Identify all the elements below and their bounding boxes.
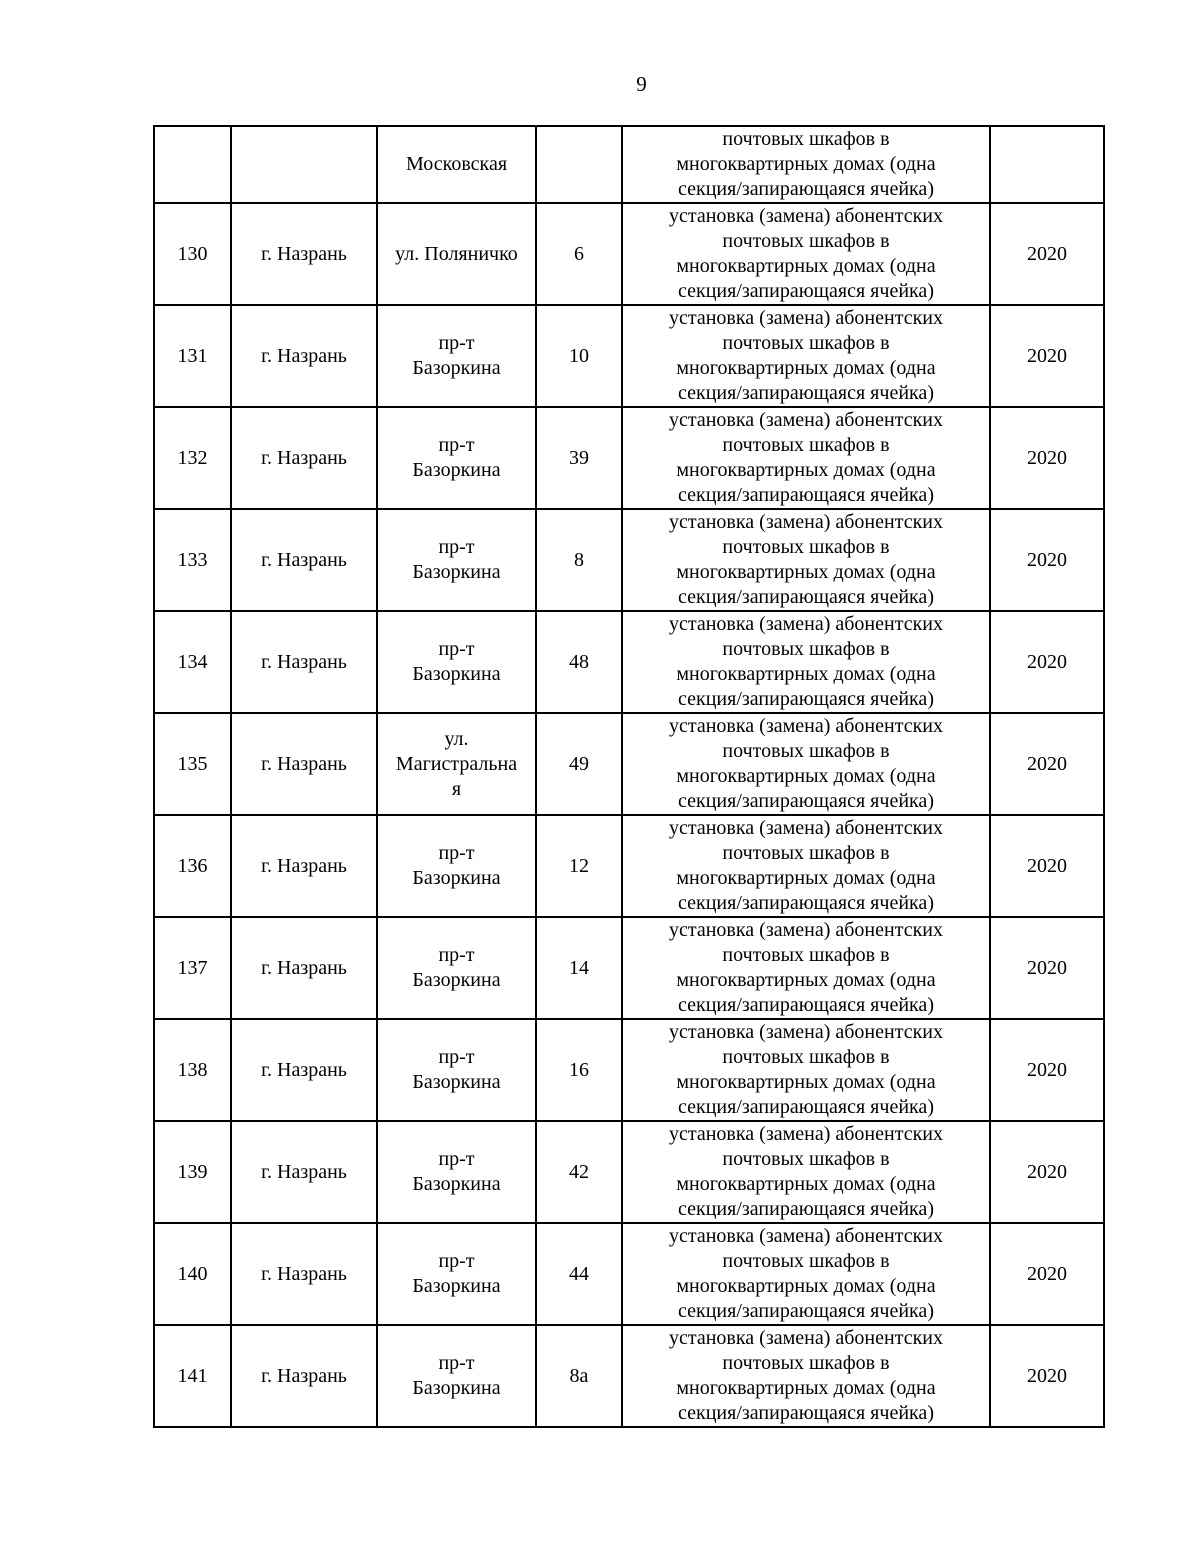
cell-num: 140 bbox=[154, 1223, 231, 1325]
cell-house: 14 bbox=[536, 917, 622, 1019]
table-row bbox=[154, 815, 1104, 917]
cell-street: ул. Поляничко bbox=[377, 203, 536, 305]
cell-work: установка (замена) абонентских почтовых шкафов в многоквартирных домах (одна секция/запирающаяся ячейка) bbox=[622, 203, 990, 305]
cell-street: пр-т Базоркина bbox=[377, 1019, 536, 1121]
cell-city: г. Назрань bbox=[231, 1019, 377, 1121]
cell-house: 6 bbox=[536, 203, 622, 305]
cell-house bbox=[536, 126, 622, 203]
cell-work: установка (замена) абонентских почтовых шкафов в многоквартирных домах (одна секция/запирающаяся ячейка) bbox=[622, 1019, 990, 1121]
cell-street: пр-т Базоркина bbox=[377, 1325, 536, 1427]
table-row bbox=[154, 917, 1104, 1019]
cell-work: установка (замена) абонентских почтовых шкафов в многоквартирных домах (одна секция/запирающаяся ячейка) bbox=[622, 1223, 990, 1325]
cell-house: 8 bbox=[536, 509, 622, 611]
cell-num: 133 bbox=[154, 509, 231, 611]
cell-num: 130 bbox=[154, 203, 231, 305]
cell-city: г. Назрань bbox=[231, 917, 377, 1019]
table-row bbox=[154, 305, 1104, 407]
cell-house: 44 bbox=[536, 1223, 622, 1325]
cell-street: пр-т Базоркина bbox=[377, 509, 536, 611]
cell-num: 137 bbox=[154, 917, 231, 1019]
cell-work: установка (замена) абонентских почтовых шкафов в многоквартирных домах (одна секция/запирающаяся ячейка) bbox=[622, 305, 990, 407]
cell-year: 2020 bbox=[990, 305, 1104, 407]
cell-city: г. Назрань bbox=[231, 203, 377, 305]
cell-num bbox=[154, 126, 231, 203]
cell-year: 2020 bbox=[990, 917, 1104, 1019]
cell-year: 2020 bbox=[990, 1121, 1104, 1223]
table-row bbox=[154, 1325, 1104, 1427]
cell-year: 2020 bbox=[990, 713, 1104, 815]
cell-num: 131 bbox=[154, 305, 231, 407]
cell-city bbox=[231, 126, 377, 203]
cell-house: 42 bbox=[536, 1121, 622, 1223]
cell-work: установка (замена) абонентских почтовых шкафов в многоквартирных домах (одна секция/запирающаяся ячейка) bbox=[622, 815, 990, 917]
cell-year: 2020 bbox=[990, 407, 1104, 509]
cell-house: 12 bbox=[536, 815, 622, 917]
cell-work: установка (замена) абонентских почтовых шкафов в многоквартирных домах (одна секция/запирающаяся ячейка) bbox=[622, 713, 990, 815]
cell-street: ул. Магистральна я bbox=[377, 713, 536, 815]
cell-city: г. Назрань bbox=[231, 1121, 377, 1223]
table-row bbox=[154, 611, 1104, 713]
cell-year bbox=[990, 126, 1104, 203]
cell-num: 141 bbox=[154, 1325, 231, 1427]
cell-house: 49 bbox=[536, 713, 622, 815]
cell-city: г. Назрань bbox=[231, 305, 377, 407]
cell-year: 2020 bbox=[990, 1325, 1104, 1427]
cell-num: 135 bbox=[154, 713, 231, 815]
cell-street: пр-т Базоркина bbox=[377, 917, 536, 1019]
cell-city: г. Назрань bbox=[231, 611, 377, 713]
cell-house: 8а bbox=[536, 1325, 622, 1427]
cell-work: установка (замена) абонентских почтовых шкафов в многоквартирных домах (одна секция/запирающаяся ячейка) bbox=[622, 509, 990, 611]
cell-house: 48 bbox=[536, 611, 622, 713]
cell-city: г. Назрань bbox=[231, 815, 377, 917]
cell-num: 139 bbox=[154, 1121, 231, 1223]
cell-city: г. Назрань bbox=[231, 509, 377, 611]
cell-street: пр-т Базоркина bbox=[377, 1121, 536, 1223]
cell-street: пр-т Базоркина bbox=[377, 815, 536, 917]
cell-year: 2020 bbox=[990, 815, 1104, 917]
table-row bbox=[154, 407, 1104, 509]
cell-year: 2020 bbox=[990, 1019, 1104, 1121]
table-row bbox=[154, 713, 1104, 815]
cell-year: 2020 bbox=[990, 509, 1104, 611]
cell-num: 138 bbox=[154, 1019, 231, 1121]
table-row bbox=[154, 1121, 1104, 1223]
cell-work: установка (замена) абонентских почтовых шкафов в многоквартирных домах (одна секция/запирающаяся ячейка) bbox=[622, 1121, 990, 1223]
addresses-table bbox=[153, 125, 1105, 1428]
cell-city: г. Назрань bbox=[231, 407, 377, 509]
cell-street: пр-т Базоркина bbox=[377, 407, 536, 509]
cell-year: 2020 bbox=[990, 1223, 1104, 1325]
cell-street: Московская bbox=[377, 126, 536, 203]
cell-year: 2020 bbox=[990, 611, 1104, 713]
cell-street: пр-т Базоркина bbox=[377, 611, 536, 713]
table-row bbox=[154, 509, 1104, 611]
page-number: 9 bbox=[636, 72, 647, 96]
table-row bbox=[154, 1019, 1104, 1121]
table-row bbox=[154, 1223, 1104, 1325]
cell-work: почтовых шкафов в многоквартирных домах (одна секция/запирающаяся ячейка) bbox=[622, 126, 990, 203]
cell-city: г. Назрань bbox=[231, 1223, 377, 1325]
cell-num: 134 bbox=[154, 611, 231, 713]
cell-work: установка (замена) абонентских почтовых шкафов в многоквартирных домах (одна секция/запирающаяся ячейка) bbox=[622, 1325, 990, 1427]
cell-house: 10 bbox=[536, 305, 622, 407]
cell-house: 16 bbox=[536, 1019, 622, 1121]
cell-house: 39 bbox=[536, 407, 622, 509]
cell-street: пр-т Базоркина bbox=[377, 1223, 536, 1325]
cell-num: 136 bbox=[154, 815, 231, 917]
cell-city: г. Назрань bbox=[231, 1325, 377, 1427]
cell-street: пр-т Базоркина bbox=[377, 305, 536, 407]
cell-city: г. Назрань bbox=[231, 713, 377, 815]
cell-num: 132 bbox=[154, 407, 231, 509]
cell-work: установка (замена) абонентских почтовых шкафов в многоквартирных домах (одна секция/запирающаяся ячейка) bbox=[622, 611, 990, 713]
cell-work: установка (замена) абонентских почтовых шкафов в многоквартирных домах (одна секция/запирающаяся ячейка) bbox=[622, 917, 990, 1019]
table-row bbox=[154, 203, 1104, 305]
table-row-continuation bbox=[154, 126, 1104, 203]
cell-work: установка (замена) абонентских почтовых шкафов в многоквартирных домах (одна секция/запирающаяся ячейка) bbox=[622, 407, 990, 509]
cell-year: 2020 bbox=[990, 203, 1104, 305]
